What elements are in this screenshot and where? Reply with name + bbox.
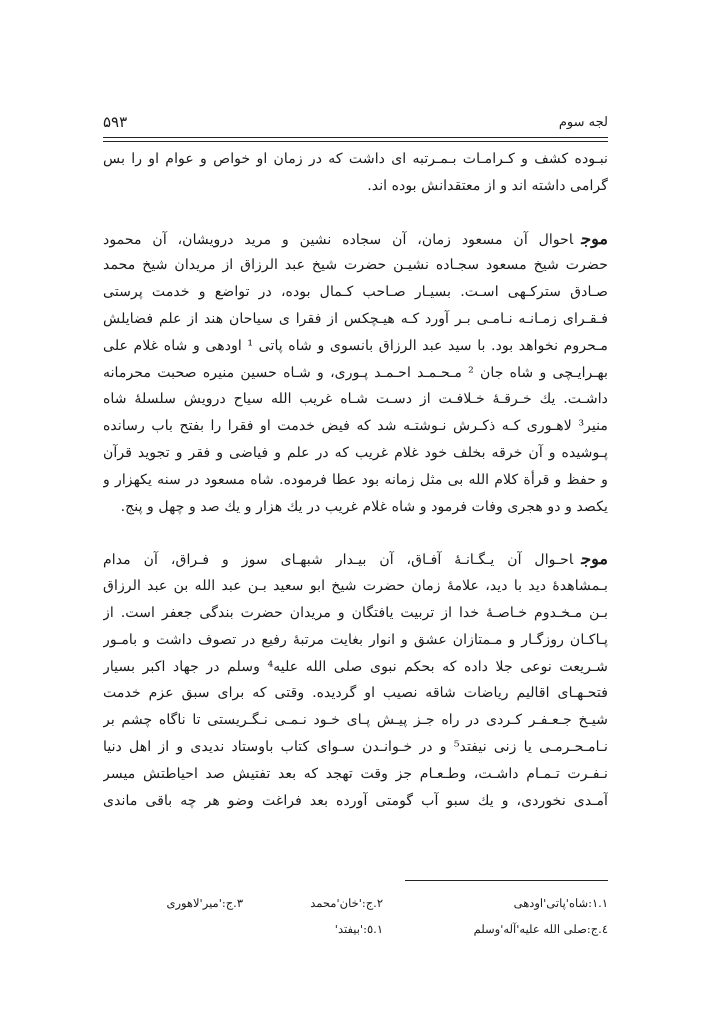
- text-line-content: احـوال آن یـگـانـهٔ آفـاق، آن بیـدار شبهـای سوز و فـراق، آن مدام: [103, 552, 574, 569]
- footnote: ٢.ج:'خان'محمد: [310, 896, 383, 910]
- footnote-row: [103, 916, 608, 942]
- footnote: ٥.١:'بیفتد': [334, 922, 383, 936]
- text-line: حضرت شیخ مسعود سجـاده نشیـن حضرت شیخ عبد الرزاق از مریدان شیخ محمد: [103, 257, 608, 274]
- text-line: فـقـرای زمـانـه نـامـی بـر آورد کـه هیـچکس از فقرا ی سیاحان هند از علم فضایلش: [103, 310, 608, 327]
- text-line: منیر³ لاهـوری کـه ذکـرش نـوشتـه شد که فیض خدمت او فقرا را بفتح باب رسانده: [103, 418, 608, 435]
- text-line: نـفـرت تـمـام داشـت، وطـعـام جز وقت تهجد که بعد تفتیش صد احیاطتش میسر: [103, 765, 608, 782]
- text-line: پـوشیده و آن خرقه بخلف خود غلام غریب که در علم و فیاضی و فقر و تجوید قرآن: [103, 444, 608, 461]
- text-line: بهـرایـچی و شاه جان ² مـحـمـد احـمـد پـوری، و شـاه حسین منیره صحبت محرمانه: [103, 364, 608, 381]
- text-line: نـامـحـرمـی یا زنی نیفتد⁵ و در خـوانـدن سـوای کتاب باوستاد ندیدی و از اهل دنیا: [103, 738, 608, 755]
- page-number: ۵۹۳: [103, 113, 128, 131]
- footnotes: [103, 890, 608, 942]
- text-line: آمـدی نخوردی، و یك سبو آب گومتی آورده بعد فراغت وضو هر چه باقی ماندی: [103, 792, 608, 809]
- text-line: فتحـهـای اقالیم ریاضات شاقه نصیب او گردیده. وقتی که برای سبق عزم خدمت: [103, 685, 608, 702]
- paragraph-keyword: موج: [581, 228, 608, 248]
- text-line: و حفظ و قرأة کلام الله بی مثل زمانه بود عطا فرموده. شاه مسعود در سنه یکهزار و: [103, 471, 608, 488]
- text-line: شیـخ جـعـفـر کـردی در راه جـز پیـش پـای خـود نـمـی نـگـریستی تا ناگاه چشم بر: [103, 712, 608, 729]
- text-line: صـادق سترکـهی اسـت. بسیـار صـاحب کـمال بوده، در تواضع و خدمت پرستی: [103, 284, 608, 301]
- page-header: [103, 113, 608, 135]
- header-rule-thin: [103, 141, 608, 142]
- text-line: پـاکـان روزگـار و مـمتازان عشق و انوار بغایت مرتبهٔ رفیع در تصوف داشت و بامـور: [103, 631, 608, 648]
- header-rule-thick: [103, 137, 608, 138]
- footnote: ٣.ج:'میر'لاهوری: [166, 896, 243, 910]
- section-title: لجه سوم: [558, 115, 608, 130]
- main-text: [103, 146, 608, 814]
- text-line-content: احوال آن مسعود زمان، آن سجاده نشین و مرید درویشان، آن محمود: [103, 231, 574, 248]
- text-line: یکصد و دو هجری وفات فرمود و شاه غلام غریب در یك هزار و یك صد و چهل و پنج.: [120, 498, 608, 515]
- footnote: ١.١:شاه'پاتی'اودهی: [513, 896, 608, 910]
- text-line: [103, 226, 608, 253]
- text-line: بـن مـخـدوم خـاصـهٔ خدا از تربیت یافتگان و مریدان حضرت بندگی جعفر است. از: [103, 604, 608, 621]
- footnote: ٤.ج:صلی الله علیه'آله'وسلم: [473, 922, 608, 936]
- text-line: [103, 546, 608, 573]
- footnote-row: [103, 890, 608, 916]
- text-line: نبـوده کشف و کـرامـات بـمـرتبه ای داشت که در زمان او خواص و عوام او را بس: [103, 151, 608, 167]
- text-line: شـریعت نوعی جلا داده که بحکم نبوی صلی الله علیه⁴ وسلم در جهاد اکبر بسیار: [103, 658, 608, 675]
- text-line: مـحروم نخواهد بود. با سید عبد الرزاق بانسوی و شاه پاتی ¹ اودهی و شاه غلام علی: [103, 337, 608, 354]
- footnote-rule: [405, 880, 608, 881]
- text-line: گرامی داشته اند و از معتقدانش بوده اند.: [367, 177, 608, 194]
- paragraph-keyword: موج: [581, 549, 608, 569]
- text-line: بـمشاهدهٔ دید با دید، علامهٔ زمان حضرت شیخ ابو سعید بـن عبد الله بن عبد الرزاق: [103, 578, 608, 595]
- text-line: داشـت. یك خـرقـهٔ خـلافـت از دسـت شـاه غریب الله سیاح درویش سلسلهٔ شاه: [103, 391, 608, 408]
